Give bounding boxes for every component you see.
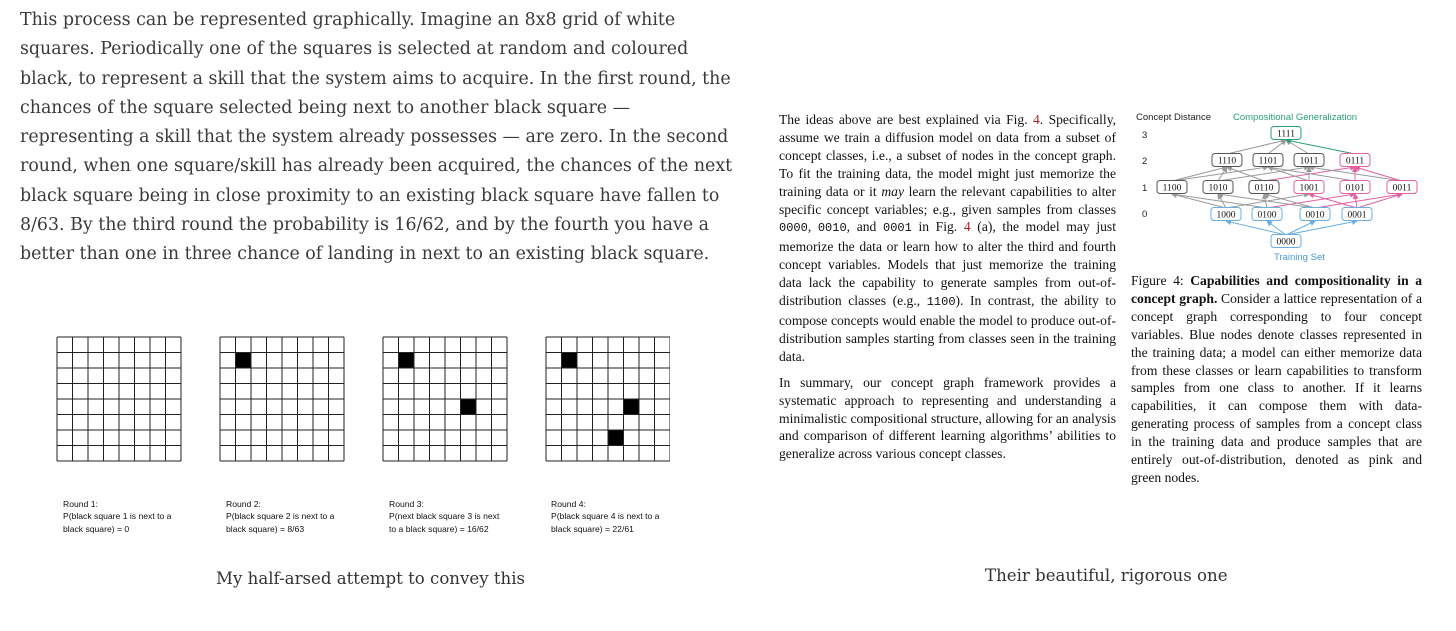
paper-text-column xyxy=(779,111,1116,471)
round-4-line2: black square) = 22/61 xyxy=(551,523,634,534)
graph-edge xyxy=(1264,194,1315,208)
graph-edge xyxy=(1357,194,1402,208)
figure-footer-training-set: Training Set xyxy=(1274,252,1325,263)
right-caption: Their beautiful, rigorous one xyxy=(985,566,1228,585)
graph-node-0010 xyxy=(1300,208,1330,221)
round-4-label xyxy=(551,498,691,535)
round-3-title: Round 3: xyxy=(389,499,424,509)
graph-node-0111 xyxy=(1340,154,1370,167)
black-square xyxy=(562,353,578,369)
graph-node-label: 1001 xyxy=(1299,183,1319,194)
graph-edge xyxy=(1267,194,1355,208)
graph-node-1111 xyxy=(1271,127,1301,140)
graph-node-label: 0111 xyxy=(1345,156,1365,167)
p1-emphasis: may xyxy=(881,183,904,199)
round-1-label xyxy=(63,498,203,535)
graph-edge xyxy=(1286,221,1315,235)
graph-node-label: 1100 xyxy=(1162,183,1182,194)
round-3-label xyxy=(389,498,529,535)
level-3-label: 3 xyxy=(1142,130,1148,141)
grid-round-2 xyxy=(220,337,344,461)
black-square xyxy=(624,399,640,415)
graph-node-label: 0011 xyxy=(1392,183,1412,194)
graph-node-0011 xyxy=(1387,181,1417,194)
graph-edge xyxy=(1315,194,1402,208)
graph-node-label: 1000 xyxy=(1216,210,1236,221)
grid-round-3 xyxy=(383,337,507,461)
round-1-title: Round 1: xyxy=(63,499,98,509)
level-2-label: 2 xyxy=(1142,156,1148,167)
grid-round-4 xyxy=(546,337,670,461)
black-square xyxy=(461,399,477,415)
black-square xyxy=(399,353,415,369)
level-0-label: 0 xyxy=(1142,209,1148,220)
graph-edge xyxy=(1286,140,1355,154)
graph-node-1010 xyxy=(1203,181,1233,194)
graph-node-label: 1101 xyxy=(1258,156,1278,167)
graph-node-0101 xyxy=(1340,181,1370,194)
round-3-line1: P(next black square 3 is next xyxy=(389,511,500,522)
p1-text-c: learn the relevant capabilities to alter specific concept variables; e.g., given samples from classes xyxy=(779,183,1116,217)
graph-node-label: 0000 xyxy=(1276,237,1296,248)
paper-paragraph-1 xyxy=(779,111,1116,366)
figure-caption xyxy=(1131,272,1422,487)
graph-node-label: 1011 xyxy=(1299,156,1319,167)
graph-nodes xyxy=(1157,127,1417,248)
p1-text-f: in Fig. xyxy=(911,219,964,235)
round-4-line1: P(black square 4 is next to a xyxy=(551,511,660,522)
grid-round-1 xyxy=(57,337,181,461)
graph-node-label: 1010 xyxy=(1208,183,1228,194)
graph-edge xyxy=(1309,194,1357,208)
round-2-title: Round 2: xyxy=(226,499,261,509)
graph-node-1011 xyxy=(1294,154,1324,167)
article-paragraph: This process can be represented graphically. Imagine an 8x8 grid of white squares. Periodically one of the squares is selected at random and coloured black, to represent a skill that the system aims to acquire. In the first round, the chances of the square selected being next to another black square — representing a skill that the system already possesses — are zero. In the second round, when one square/skill has already been acquired, the chances of the next black square being in close proximity to an existing black square have fallen to 8/63. By the third round the probability is 16/62, and by the fourth you have a better than one in three chance of landing in next to an existing black square. xyxy=(20,10,733,265)
code-class-0001: 0001 xyxy=(883,221,912,236)
graph-node-1000 xyxy=(1211,208,1241,221)
p1-text-b: . Specifically, assume we train a diffusion model on data from a subset of concept classes, i.e., a subset of nodes in the concept graph. To fit the training data, the model might just memorize the training data or it xyxy=(779,112,1117,199)
p1-text-d: , xyxy=(807,219,818,235)
p1-text-a: The ideas above are best explained via Fig. xyxy=(779,112,1033,127)
paper-paragraph-2: In summary, our concept graph framework provides a systematic approach to representing and understanding a minimalistic compositional structure, allowing for an analysis and comparison of different learning algorithms’ abilities to generalize across various concept classes. xyxy=(779,374,1116,462)
level-1-label: 1 xyxy=(1142,183,1148,194)
graph-node-label: 0001 xyxy=(1347,210,1367,221)
graph-node-1101 xyxy=(1253,154,1283,167)
black-square xyxy=(608,430,624,446)
graph-node-label: 0100 xyxy=(1257,210,1277,221)
graph-edge xyxy=(1355,167,1402,181)
figure-caption-text: Consider a lattice representation of a concept graph corresponding to four concept variables. Blue nodes denote classes represented in the training data; a model can either memorize data from these classes or learn capabilities to transform samples from one class to another. If it learns capabilities, it can compose them with data-generating process of samples from a concept class in the training data and produce samples that are entirely out-of-distribution, denoted as pink and green nodes. xyxy=(1131,290,1422,485)
p1-text-h: ). In contrast, the ability to compose concepts would enable the model to produce out-of-distribution samples starting from classes seen in the training data. xyxy=(779,293,1116,364)
round-1-line2: black square) = 0 xyxy=(63,523,130,534)
figure-header-generalization: Compositional Generalization xyxy=(1233,112,1358,123)
left-caption: My half-arsed attempt to convey this xyxy=(216,569,526,588)
code-class-1100: 1100 xyxy=(926,295,956,310)
concept-graph-figure xyxy=(1128,108,1424,268)
figure-header-distance: Concept Distance xyxy=(1136,112,1211,123)
p1-text-g: (a), the model may just memorize the data or learn how to alter the third and fourth concept variables. Models that just memorize the training data lack the capability to generate samples from out-of-distribution classes (e.g., xyxy=(779,219,1116,309)
round-2-label xyxy=(226,498,366,535)
grid-illustration xyxy=(56,336,670,464)
graph-node-0100 xyxy=(1252,208,1282,221)
round-3-line2: to a black square) = 16/62 xyxy=(389,523,489,534)
graph-node-1110 xyxy=(1212,154,1242,167)
code-class-0000: 0000 xyxy=(779,221,808,236)
figure-caption-label: Figure 4: xyxy=(1131,273,1191,288)
figure-ref-link[interactable]: 4 xyxy=(963,219,971,235)
round-2-line1: P(black square 2 is next to a xyxy=(226,511,335,522)
p1-text-e: , and xyxy=(846,219,883,235)
graph-edge xyxy=(1268,167,1309,181)
code-class-0010: 0010 xyxy=(817,221,847,236)
graph-node-1100 xyxy=(1157,181,1187,194)
graph-node-0110 xyxy=(1249,181,1279,194)
figure-caption-title: Capabilities and compositionality in a concept graph. xyxy=(1131,273,1422,306)
graph-node-0000 xyxy=(1271,235,1301,248)
graph-edge xyxy=(1286,221,1357,235)
figure-ref-link[interactable]: 4 xyxy=(1033,112,1040,127)
round-4-title: Round 4: xyxy=(551,499,586,509)
graph-node-label: 0101 xyxy=(1345,183,1365,194)
graph-node-label: 1111 xyxy=(1277,129,1295,140)
round-1-line1: P(black square 1 is next to a xyxy=(63,511,172,522)
graph-node-label: 0010 xyxy=(1305,210,1325,221)
graph-node-0001 xyxy=(1342,208,1372,221)
graph-node-1001 xyxy=(1294,181,1324,194)
graph-node-label: 1110 xyxy=(1217,156,1237,167)
black-square xyxy=(236,353,252,369)
round-2-line2: black square) = 8/63 xyxy=(226,523,305,534)
graph-node-label: 0110 xyxy=(1254,183,1274,194)
